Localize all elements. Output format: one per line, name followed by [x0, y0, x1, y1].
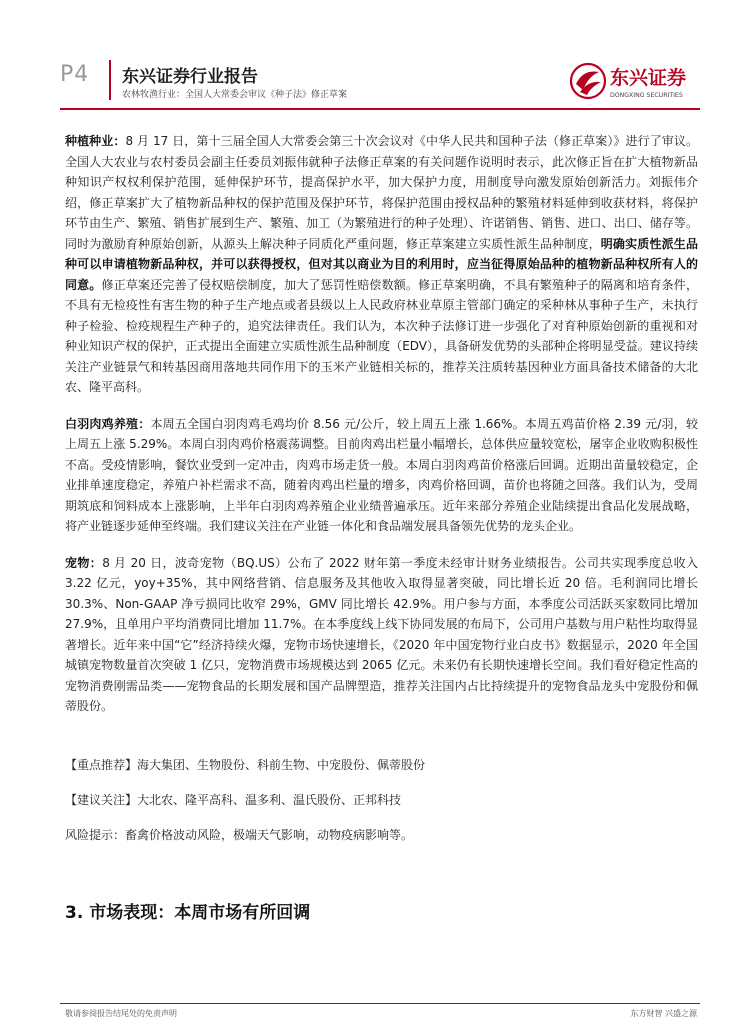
seed-paragraph: [65, 131, 698, 398]
footer-rule: [60, 1003, 700, 1004]
header-divider: [109, 60, 111, 100]
recommendations: [65, 755, 698, 845]
pet-paragraph: [65, 553, 698, 717]
seed-text-bold: 明确实质性派生品种可以申请植物新品种权，并可以获得授权，但对其以商业为目的利用时，应当征得原始品种的植物新品种权所有人的同意。: [65, 236, 698, 292]
logo-en-text: DONGXING SECURITIES: [610, 92, 683, 99]
poultry-text: 本周五全国白羽肉鸡毛鸡均价 8.56 元/公斤，较上周五上涨 1.66%。本周五鸡苗价格 2.39 元/羽，较上周五上涨 5.29%。本周白羽肉鸡价格震荡调整。目前肉鸡出栏量小幅增长，总体供应量较宽松，屠宰企业收购积极性不高。受疫情影响，餐饮业受到一定冲击，肉鸡市场走货一般。本周白羽肉鸡苗价格涨后回调。近期出苗量较稳定，企业排单速度稳定，养殖户补栏需求不高，随着肉鸡出栏量的增多，肉鸡价格回调，苗价也将随之回落。我们认为，受周期筑底和饲料成本上涨影响，上半年白羽肉鸡养殖企业业绩普遍承压。近年来部分养殖企业陆续提出食品化发展战略，将产业链逐步延伸至终端。我们建议关注在产业链一体化和食品端发展具备领先优势的龙头企业。: [65, 416, 698, 533]
key-recommendation: 【重点推荐】海大集团、生物股份、科前生物、中宠股份、佩蒂股份: [65, 757, 426, 772]
seed-text-2: 修正草案还完善了侵权赔偿制度，加大了惩罚性赔偿数额。修正草案明确，不具有繁殖种子的隔离和培育条件，不具有无检疫性有害生物的种子生产地点或者县级以上人民政府林业草原主管部门确定的采种林从事种子生产，未执行种子检验、检疫规程生产种子的，追究法律责任。我们认为，本次种子法修订进一步强化了对育种原始创新的重视和对种业知识产权的保护，正式提出全面建立实质性派生品种制度（EDV），具备研发优势的头部种企将明显受益。建议持续关注产业链景气和转基因商用落地共同作用下的玉米产业链相关标的，推荐关注质转基因种业方面具备技术储备的大北农、隆平高科。: [65, 277, 698, 394]
report-subtitle: 农林牧渔行业：全国人大常委会审议《种子法》修正草案: [122, 90, 348, 100]
main-content: [65, 131, 698, 860]
section-heading: 3. 市场表现：本周市场有所回调: [65, 903, 311, 923]
logo-cn-text: 东兴证券: [610, 67, 687, 89]
pet-text: 8 月 20 日，波奇宠物（BQ.US）公布了 2022 财年第一季度未经审计财务业绩报告。公司共实现季度总收入 3.22 亿元，yoy+35%，其中网络营销、信息服务及其他收入取得显著突破，同比增长近 20 倍。毛利润同比增长 30.3%、Non-GAAP 净亏损同比收窄 29%，GMV 同比增长 42.9%。用户参与方面，本季度公司活跃买家数同比增加 27.9%，且单用户平均消费同比增加 11.7%。在本季度线上线下协同发展的布局下，公司用户基数与用户粘性均取得显著增长。近年来中国“它”经济持续火爆，宠物市场快速增长，《2020 年中国宠物行业白皮书》数据显示，2020 年全国城镇宠物数量首次突破 1 亿只，宠物消费市场规模达到 2065 亿元。未来仍有长期快速增长空间。我们看好稳定性高的宠物消费刚需品类——宠物食品的长期发展和国产品牌塑造，推荐关注国内占比持续提升的宠物食品龙头中宠股份和佩蒂股份。: [65, 555, 698, 713]
company-logo: [568, 60, 700, 104]
poultry-paragraph: [65, 414, 698, 537]
risk-warning: 风险提示：畜禽价格波动风险，极端天气影响，动物疫病影响等。: [65, 827, 414, 842]
seed-text-1: 8 月 17 日，第十三届全国人大常委会第三十次会议对《中华人民共和国种子法（修正草案）》进行了审议。全国人大农业与农村委员会副主任委员刘振伟就种子法修正草案的有关问题作说明时表示，此次修正旨在扩大植物新品种知识产权权利保护范围，延伸保护环节，提高保护水平，加大保护力度，用制度导向激发原始创新活力。刘振伟介绍，修正草案扩大了植物新品种权的保护范围及保护环节，将保护范围由授权品种的繁殖材料延伸到收获材料，将保护环节由生产、繁殖、销售扩展到生产、繁殖、加工（为繁殖进行的种子处理）、许诺销售、销售、进口、出口、储存等。同时为激励育种原始创新，从源头上解决种子同质化严重问题，修正草案建立实质性派生品种制度，: [65, 134, 698, 251]
logo-mark-icon: [568, 60, 700, 104]
header-rule: [60, 108, 700, 110]
report-title: 东兴证券行业报告: [122, 67, 258, 87]
footer-slogan: 东方财智 兴盛之源: [630, 1009, 697, 1018]
footer-disclaimer: 敬请参阅报告结尾处的免责声明: [65, 1009, 177, 1018]
watch-recommendation: 【建议关注】大北农、隆平高科、温多利、温氏股份、正邦科技: [65, 792, 402, 807]
poultry-label: 白羽肉鸡养殖：: [65, 416, 151, 431]
seed-label: 种植种业：: [65, 134, 126, 148]
pet-label: 宠物：: [65, 555, 103, 570]
page-number: P4: [60, 62, 90, 87]
